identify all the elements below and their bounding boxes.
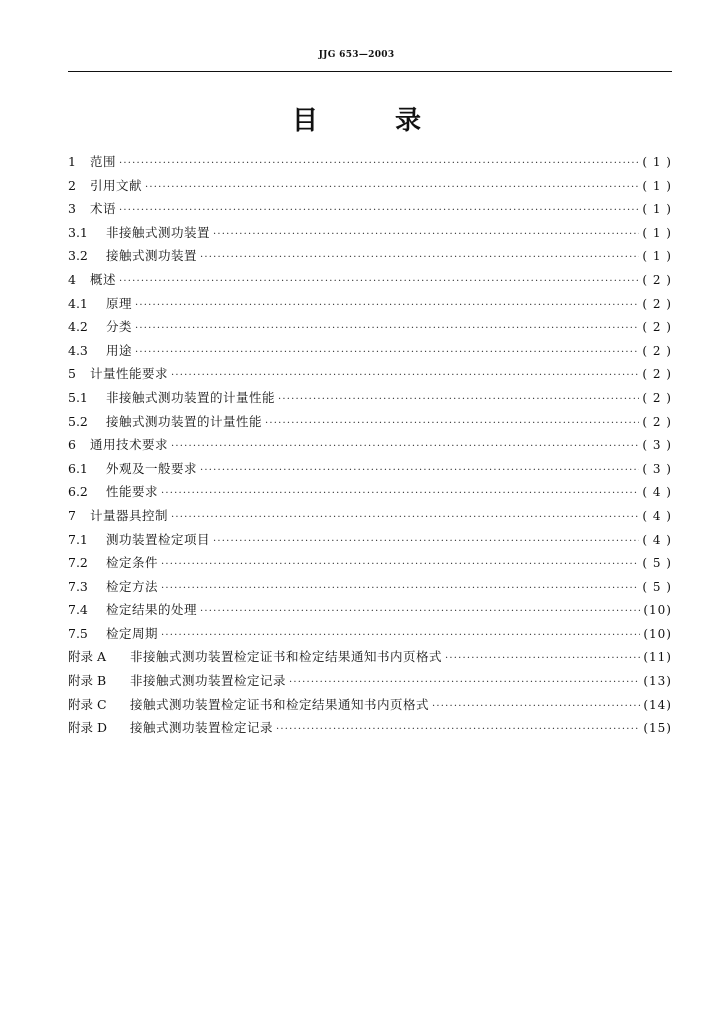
toc-entry-4-1[interactable] bbox=[68, 294, 672, 318]
toc-number: 4 bbox=[68, 271, 76, 287]
toc-label: 非接触式测功装置的计量性能 bbox=[106, 389, 276, 405]
toc-number: 4.1 bbox=[68, 295, 88, 311]
toc-entry-3[interactable] bbox=[68, 199, 672, 223]
toc-page: ( 3 ) bbox=[642, 461, 672, 476]
toc-leader bbox=[161, 559, 639, 570]
toc-entry-1[interactable] bbox=[68, 152, 672, 176]
toc-page: ( 1 ) bbox=[642, 225, 672, 240]
toc-number: 附录 D bbox=[68, 720, 107, 736]
toc-entry-7-5[interactable] bbox=[68, 624, 672, 648]
toc-page: (13) bbox=[643, 674, 672, 689]
toc-page: ( 2 ) bbox=[642, 272, 672, 287]
toc-label: 性能要求 bbox=[106, 484, 159, 500]
toc-page: ( 1 ) bbox=[642, 155, 672, 169]
toc-label: 接触式测功装置 bbox=[106, 248, 198, 264]
toc-page: (10) bbox=[643, 603, 672, 618]
toc-number: 1 bbox=[68, 154, 76, 169]
toc-label: 接触式测功装置检定记录 bbox=[130, 720, 274, 736]
toc-leader bbox=[135, 300, 639, 311]
toc-entry-5[interactable] bbox=[68, 364, 672, 388]
toc-number: 7.3 bbox=[68, 578, 88, 594]
toc-number: 6.1 bbox=[68, 460, 88, 476]
toc-number: 7.2 bbox=[68, 555, 88, 571]
toc-entry-appendix-d[interactable] bbox=[68, 718, 672, 742]
toc-number: 附录 A bbox=[68, 649, 107, 665]
toc-entry-6-1[interactable] bbox=[68, 459, 672, 483]
toc-page: ( 1 ) bbox=[642, 202, 672, 217]
toc-number: 7.4 bbox=[68, 602, 88, 618]
toc-label: 概述 bbox=[90, 271, 117, 287]
toc-page: ( 4 ) bbox=[642, 508, 672, 523]
toc-number: 4.3 bbox=[68, 342, 88, 358]
toc-page: ( 4 ) bbox=[642, 485, 672, 500]
toc-entry-5-1[interactable] bbox=[68, 388, 672, 412]
toc-leader bbox=[200, 606, 640, 617]
toc-page: ( 5 ) bbox=[642, 579, 672, 594]
toc-entry-3-1[interactable] bbox=[68, 223, 672, 247]
toc-leader bbox=[119, 158, 639, 169]
toc-leader bbox=[161, 583, 639, 594]
toc-label: 外观及一般要求 bbox=[106, 460, 198, 476]
toc-entry-7[interactable] bbox=[68, 506, 672, 530]
header-rule bbox=[68, 71, 672, 72]
toc-entry-appendix-b[interactable] bbox=[68, 671, 672, 695]
toc-label: 原理 bbox=[106, 295, 133, 311]
toc-label: 接触式测功装置的计量性能 bbox=[106, 413, 263, 429]
toc-entry-4-2[interactable] bbox=[68, 317, 672, 341]
toc-number: 7.1 bbox=[68, 531, 88, 547]
running-header: JJG 653—2003 bbox=[318, 50, 395, 60]
toc-leader bbox=[135, 323, 639, 334]
toc-leader bbox=[278, 394, 639, 405]
toc-number: 附录 C bbox=[68, 696, 107, 712]
toc-label: 检定方法 bbox=[106, 578, 159, 594]
toc-entry-appendix-a[interactable] bbox=[68, 647, 672, 671]
toc-number: 6.2 bbox=[68, 484, 88, 500]
toc-leader bbox=[119, 276, 639, 287]
toc-leader bbox=[276, 724, 640, 735]
toc-page: ( 1 ) bbox=[642, 178, 672, 193]
toc-entry-7-1[interactable] bbox=[68, 530, 672, 554]
toc-entry-7-3[interactable] bbox=[68, 577, 672, 601]
toc-label: 非接触式测功装置检定记录 bbox=[130, 673, 287, 689]
toc-number: 3.1 bbox=[68, 224, 88, 240]
toc-page: ( 2 ) bbox=[642, 343, 672, 358]
toc-entry-5-2[interactable] bbox=[68, 412, 672, 436]
table-of-contents bbox=[68, 152, 672, 742]
toc-label: 用途 bbox=[106, 342, 133, 358]
toc-page: ( 2 ) bbox=[642, 296, 672, 311]
toc-number: 3 bbox=[68, 201, 76, 217]
toc-page: ( 1 ) bbox=[642, 249, 672, 264]
toc-number: 5.1 bbox=[68, 389, 88, 405]
toc-label: 计量器具控制 bbox=[90, 507, 169, 523]
toc-number: 7.5 bbox=[68, 625, 88, 641]
toc-leader bbox=[265, 418, 639, 429]
toc-number: 2 bbox=[68, 177, 76, 193]
toc-leader bbox=[432, 701, 640, 712]
toc-page: (10) bbox=[643, 626, 672, 641]
toc-number: 附录 B bbox=[68, 673, 107, 689]
toc-page: ( 2 ) bbox=[642, 414, 672, 429]
toc-label: 非接触式测功装置检定证书和检定结果通知书内页格式 bbox=[130, 649, 443, 665]
toc-leader bbox=[135, 347, 639, 358]
toc-leader bbox=[145, 182, 639, 193]
toc-number: 6 bbox=[68, 437, 76, 453]
toc-label: 通用技术要求 bbox=[90, 437, 169, 453]
toc-label: 术语 bbox=[90, 201, 117, 217]
toc-page: (11) bbox=[643, 650, 672, 665]
toc-label: 分类 bbox=[106, 319, 133, 335]
toc-label: 计量性能要求 bbox=[90, 366, 169, 382]
toc-leader bbox=[200, 465, 639, 476]
toc-leader bbox=[171, 512, 639, 523]
toc-page: ( 4 ) bbox=[642, 532, 672, 547]
toc-page: ( 3 ) bbox=[642, 438, 672, 453]
toc-leader bbox=[171, 441, 639, 452]
toc-label: 引用文献 bbox=[90, 177, 143, 193]
toc-entry-6[interactable] bbox=[68, 435, 672, 459]
toc-page: ( 2 ) bbox=[642, 390, 672, 405]
toc-page: (15) bbox=[643, 721, 672, 736]
toc-entry-4-3[interactable] bbox=[68, 341, 672, 365]
toc-page: ( 2 ) bbox=[642, 320, 672, 335]
toc-leader bbox=[119, 205, 639, 216]
toc-label: 非接触式测功装置 bbox=[106, 224, 211, 240]
toc-label: 检定周期 bbox=[106, 625, 159, 641]
toc-entry-3-2[interactable] bbox=[68, 246, 672, 270]
toc-number: 4.2 bbox=[68, 319, 88, 335]
toc-leader bbox=[171, 370, 639, 381]
toc-page: ( 5 ) bbox=[642, 556, 672, 571]
toc-entry-6-2[interactable] bbox=[68, 482, 672, 506]
toc-entry-appendix-c[interactable] bbox=[68, 695, 672, 719]
toc-label: 检定条件 bbox=[106, 555, 159, 571]
toc-number: 7 bbox=[68, 507, 76, 523]
toc-leader bbox=[213, 229, 639, 240]
toc-label: 范围 bbox=[90, 154, 117, 169]
page-title: 目 录 bbox=[291, 106, 456, 136]
toc-leader bbox=[289, 677, 640, 688]
toc-leader bbox=[161, 630, 640, 641]
toc-label: 测功装置检定项目 bbox=[106, 531, 211, 547]
toc-entry-2[interactable] bbox=[68, 176, 672, 200]
toc-leader bbox=[213, 536, 639, 547]
toc-entry-4[interactable] bbox=[68, 270, 672, 294]
toc-page: (14) bbox=[643, 697, 672, 712]
toc-number: 5 bbox=[68, 366, 76, 382]
toc-page: ( 2 ) bbox=[642, 367, 672, 382]
toc-number: 3.2 bbox=[68, 248, 88, 264]
toc-leader bbox=[161, 488, 639, 499]
toc-number: 5.2 bbox=[68, 413, 88, 429]
toc-entry-7-4[interactable] bbox=[68, 600, 672, 624]
toc-leader bbox=[445, 653, 640, 664]
toc-label: 检定结果的处理 bbox=[106, 602, 198, 618]
toc-leader bbox=[200, 252, 639, 263]
toc-label: 接触式测功装置检定证书和检定结果通知书内页格式 bbox=[130, 696, 430, 712]
toc-entry-7-2[interactable] bbox=[68, 553, 672, 577]
